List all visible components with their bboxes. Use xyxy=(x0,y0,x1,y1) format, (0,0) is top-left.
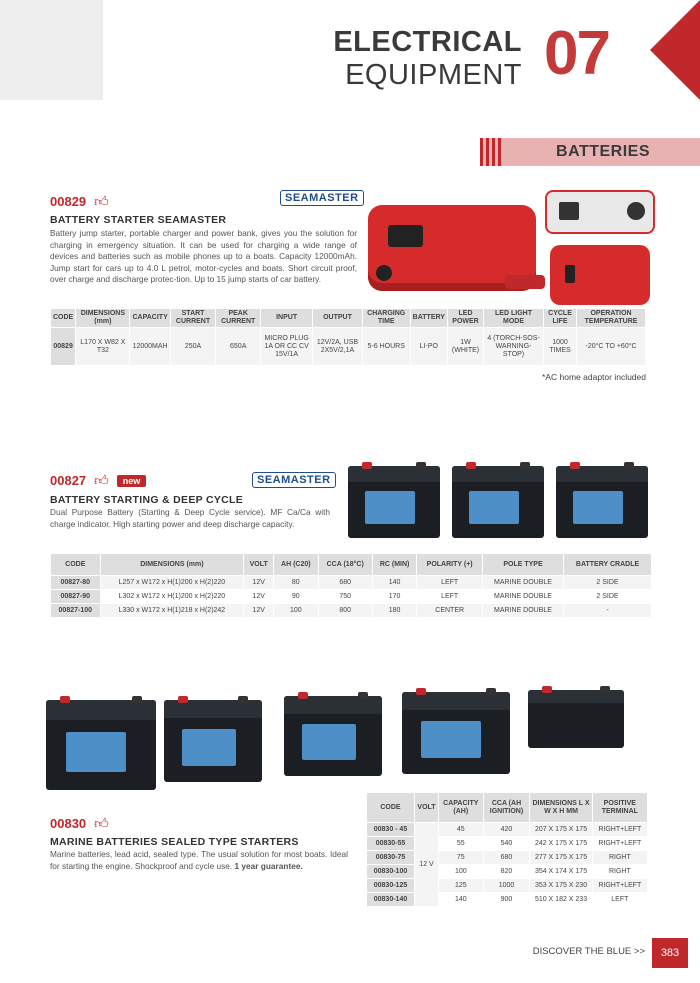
table-cell: 1000 TIMES xyxy=(543,328,576,366)
table-cell: 12V/2A, USB 2X5V/2,1A xyxy=(313,328,363,366)
table-cell: 140 xyxy=(372,576,417,590)
page-title-line2: EQUIPMENT xyxy=(345,59,522,91)
product-description: Battery jump starter, portable charger and power bank, gives you the solution for charging in emergency situation. It can be used for charging a wide range of devices and batteries such as mobile phones up to a boats. Capacity 12000mAh. Jump start for cars up to 4.0 L petrol, motor-cycles and boats. Short circuit proof, over charge and discharge protec-tion. Up to 15 jump starts of car battery. xyxy=(50,228,357,284)
column-header: POLARITY (+) xyxy=(417,554,483,576)
footer-tagline: DISCOVER THE BLUE >> xyxy=(532,946,645,957)
table-cell: 680 xyxy=(483,851,530,865)
table-cell: 00827-80 xyxy=(51,576,101,590)
table-cell: 5-6 HOURS xyxy=(362,328,410,366)
stripe xyxy=(498,138,501,166)
page-number: 383 xyxy=(652,938,688,968)
product-code-row xyxy=(50,193,109,210)
table-cell: 55 xyxy=(439,837,484,851)
battery-image xyxy=(556,466,648,538)
table-cell: 900 xyxy=(483,893,530,907)
table-cell: 680 xyxy=(318,576,372,590)
product-code: 00829 xyxy=(50,194,87,209)
table-cell: 12000MAH xyxy=(130,328,170,366)
table-cell: 00827-90 xyxy=(51,590,101,604)
table-cell: 90 xyxy=(274,590,319,604)
table-cell: LI-PO xyxy=(410,328,447,366)
column-header: CAPACITY xyxy=(130,309,170,328)
stripe xyxy=(492,138,495,166)
table-cell: 800 xyxy=(318,604,372,618)
table-header-row xyxy=(51,309,646,328)
table-row xyxy=(51,328,646,366)
table-note: *AC home adaptor included xyxy=(542,372,646,382)
table-cell: 354 X 174 X 175 xyxy=(530,865,592,879)
table-cell: LEFT xyxy=(417,590,483,604)
table-cell: MARINE DOUBLE xyxy=(482,590,563,604)
table-cell: 80 xyxy=(274,576,319,590)
column-header: INPUT xyxy=(261,309,313,328)
table-cell: 75 xyxy=(439,851,484,865)
table-cell: 2 SIDE xyxy=(564,576,652,590)
product-table xyxy=(50,308,646,366)
product-description xyxy=(50,849,348,872)
column-header: DIMENSIONS (mm) xyxy=(76,309,130,328)
table-cell: L257 x W172 x H(1)200 x H(2)220 xyxy=(100,576,244,590)
table-cell: L330 x W172 x H(1)218 x H(2)242 xyxy=(100,604,244,618)
column-header: CYCLE LIFE xyxy=(543,309,576,328)
product-code-row xyxy=(50,815,109,832)
table-cell: 12V xyxy=(244,590,274,604)
column-header: VOLT xyxy=(244,554,274,576)
table-cell: 00830 - 45 xyxy=(367,823,415,837)
table-cell: 100 xyxy=(439,865,484,879)
table-header-row xyxy=(51,554,652,576)
product-table xyxy=(366,792,648,907)
table-header-row xyxy=(367,793,648,823)
product-code: 00827 xyxy=(50,473,87,488)
column-header: CAPACITY (AH) xyxy=(439,793,484,823)
table-cell: 00830-100 xyxy=(367,865,415,879)
table-row xyxy=(51,576,652,590)
table-cell: 650A xyxy=(216,328,261,366)
column-header: OUTPUT xyxy=(313,309,363,328)
table-cell: 00830-75 xyxy=(367,851,415,865)
table-row xyxy=(367,837,648,851)
page-title-line1: ELECTRICAL xyxy=(333,26,522,58)
table-cell: 1000 xyxy=(483,879,530,893)
product-table xyxy=(50,553,652,618)
table-cell: 1W (WHITE) xyxy=(447,328,483,366)
column-header: BATTERY xyxy=(410,309,447,328)
column-header: OPERATION TEMPERATURE xyxy=(577,309,646,328)
table-row xyxy=(367,893,648,907)
product-description: Dual Purpose Battery (Starting & Deep Cycle service). MF Ca/Ca with charge indicator. High starting power and deep discharge capacity. xyxy=(50,507,330,529)
table-cell: 140 xyxy=(439,893,484,907)
table-cell: RIGHT+LEFT xyxy=(592,837,647,851)
column-header: CCA (18°C) xyxy=(318,554,372,576)
column-header: CODE xyxy=(51,554,101,576)
stripe xyxy=(486,138,489,166)
table-cell: RIGHT xyxy=(592,865,647,879)
table-cell: 00827-100 xyxy=(51,604,101,618)
table-cell: CENTER xyxy=(417,604,483,618)
table-cell: MARINE DOUBLE xyxy=(482,604,563,618)
table-cell: L170 X W82 X T32 xyxy=(76,328,130,366)
table-cell: 00830-125 xyxy=(367,879,415,893)
table-cell: -20°C TO +60°C xyxy=(577,328,646,366)
table-cell: 510 X 182 X 233 xyxy=(530,893,592,907)
column-header: DIMENSIONS L X W X H MM xyxy=(530,793,592,823)
column-header: PEAK CURRENT xyxy=(216,309,261,328)
product-title: MARINE BATTERIES SEALED TYPE STARTERS xyxy=(50,836,299,848)
table-cell: RIGHT xyxy=(592,851,647,865)
table-row xyxy=(51,590,652,604)
column-header: CHARGING TIME xyxy=(362,309,410,328)
product-code-row xyxy=(50,472,146,489)
clamp-image xyxy=(505,275,545,289)
table-cell: 2 SIDE xyxy=(564,590,652,604)
table-cell: 250A xyxy=(170,328,216,366)
table-cell: RIGHT+LEFT xyxy=(592,879,647,893)
battery-image xyxy=(164,700,262,782)
table-cell: 820 xyxy=(483,865,530,879)
table-cell: 45 xyxy=(439,823,484,837)
chapter-number: 07 xyxy=(544,19,609,88)
table-row xyxy=(51,604,652,618)
column-header: START CURRENT xyxy=(170,309,216,328)
table-cell: LEFT xyxy=(417,576,483,590)
volt-cell: 12 V xyxy=(415,823,439,907)
table-row xyxy=(367,879,648,893)
table-cell: 00830-140 xyxy=(367,893,415,907)
table-cell: 00830-55 xyxy=(367,837,415,851)
seamaster-logo: SEAMASTER xyxy=(280,190,364,206)
guarantee-text: 1 year guarantee. xyxy=(234,860,303,871)
table-cell: 420 xyxy=(483,823,530,837)
product-title: BATTERY STARTER SEAMASTER xyxy=(50,214,227,226)
new-badge: new xyxy=(117,475,147,487)
table-cell: 353 X 175 X 230 xyxy=(530,879,592,893)
battery-image xyxy=(348,466,440,538)
table-row xyxy=(367,851,648,865)
table-cell: L302 x W172 x H(1)200 x H(2)220 xyxy=(100,590,244,604)
category-title: BATTERIES xyxy=(556,143,650,160)
table-cell: 4 (TORCH-SOS-WARNING-STOP) xyxy=(484,328,544,366)
product-code: 00830 xyxy=(50,816,87,831)
column-header: AH (C20) xyxy=(274,554,319,576)
column-header: LED POWER xyxy=(447,309,483,328)
jump-starter-side-image xyxy=(545,190,655,234)
table-cell: MICRO PLUG 1A OR CC CV 15V/1A xyxy=(261,328,313,366)
battery-image xyxy=(284,696,382,776)
table-cell: 170 xyxy=(372,590,417,604)
table-cell: 277 X 175 X 175 xyxy=(530,851,592,865)
column-header: VOLT xyxy=(415,793,439,823)
column-header: POSITIVE TERMINAL xyxy=(592,793,647,823)
table-cell: LEFT xyxy=(592,893,647,907)
table-row xyxy=(367,865,648,879)
column-header: DIMENSIONS (mm) xyxy=(100,554,244,576)
table-cell: 125 xyxy=(439,879,484,893)
column-header: CODE xyxy=(51,309,76,328)
table-row xyxy=(367,823,648,837)
battery-image xyxy=(402,692,510,774)
column-header: BATTERY CRADLE xyxy=(564,554,652,576)
column-header: CCA (AH IGNITION) xyxy=(483,793,530,823)
corner-block xyxy=(0,0,103,100)
table-cell: 750 xyxy=(318,590,372,604)
thumbs-up-icon: 👍︎ xyxy=(94,193,109,209)
column-header: LED LIGHT MODE xyxy=(484,309,544,328)
column-header: RC (MIN) xyxy=(372,554,417,576)
table-cell: 100 xyxy=(274,604,319,618)
product-title: BATTERY STARTING & DEEP CYCLE xyxy=(50,494,244,506)
table-cell: 00829 xyxy=(51,328,76,366)
table-cell: RIGHT+LEFT xyxy=(592,823,647,837)
thumbs-up-icon: 👍︎ xyxy=(94,472,109,488)
table-cell: MARINE DOUBLE xyxy=(482,576,563,590)
column-header: POLE TYPE xyxy=(482,554,563,576)
chapter-arrow-icon xyxy=(650,0,700,100)
table-cell: 242 X 175 X 175 xyxy=(530,837,592,851)
column-header: CODE xyxy=(367,793,415,823)
jump-starter-back-image xyxy=(550,245,650,305)
seamaster-logo: SEAMASTER xyxy=(252,472,336,488)
table-cell: 180 xyxy=(372,604,417,618)
table-cell: 12V xyxy=(244,604,274,618)
stripe xyxy=(480,138,483,166)
table-cell: 207 X 175 X 175 xyxy=(530,823,592,837)
description-text: Marine batteries, lead acid, sealed type. The usual solution for most boats. Ideal for starting the engine. Shockproof and cycle use. xyxy=(50,849,348,871)
table-cell: 12V xyxy=(244,576,274,590)
battery-image xyxy=(46,700,156,790)
thumbs-up-icon: 👍︎ xyxy=(94,815,109,831)
table-cell: 540 xyxy=(483,837,530,851)
battery-image xyxy=(528,690,624,748)
battery-image xyxy=(452,466,544,538)
table-cell: - xyxy=(564,604,652,618)
